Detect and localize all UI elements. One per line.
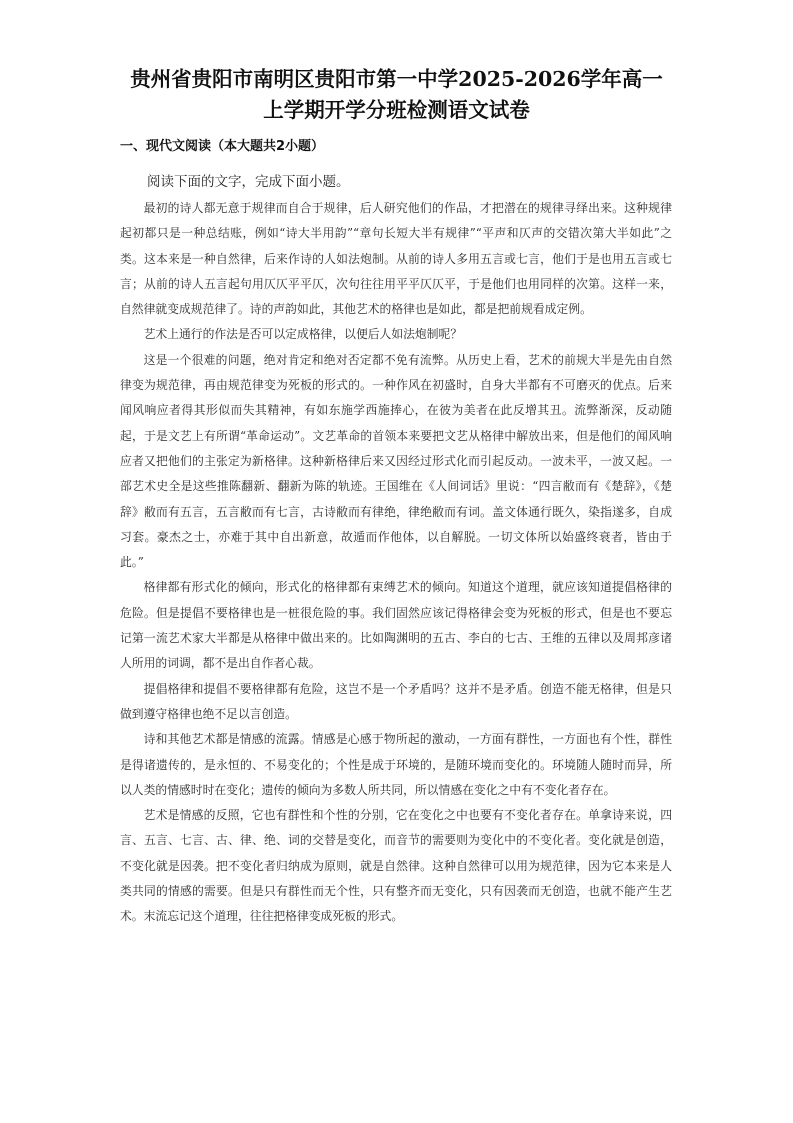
- passage-paragraph: 艺术上通行的作法是否可以定成格律，以便后人如法炮制呢？: [143, 327, 463, 342]
- title-line-2: 上学期开学分班检测语文试卷: [263, 98, 530, 122]
- passage-paragraph: 提倡格律和提倡不要格律都有危险，这岂不是一个矛盾吗？这并不是矛盾。创造不能无格律，但是只做到遵守格律也绝不足以言创造。: [120, 681, 672, 721]
- passage-paragraph: 艺术是情感的反照，它也有群性和个性的分别，它在变化之中也要有不变化者存在。单拿诗来说，四言、五言、七言、古、律、绝、词的交替是变化，而音节的需要则为变化中的不变化者。变化就是创造，不变化就是因袭。把不变化者归纳成为原则，就是自然律。这种自然律可以用为规范律，因为它本来是人类共同的情感的需要。但是只有群性而无个性，只有整齐而无变化，只有因袭而无创造，也就不能产生艺术。末流忘记这个道理，往往把格律变成死板的形式。: [120, 808, 672, 924]
- passage-paragraph: 最初的诗人都无意于规律而自合于规律，后人研究他们的作品，才把潜在的规律寻绎出来。这种规律起初都只是一种总结账，例如“诗大半用韵”“章句长短大半有规律”“平声和仄声的交错次第大半如此”之类。这本来是一种自然律，后来作诗的人如法炮制。从前的诗人多用五言或七言，他们于是也用五言或七言；从前的诗人五言起句用仄仄平平仄，次句往往用平平仄仄平，于是他们也用同样的次第。这样一来，自然律就变成规范律了。诗的声韵如此，其他艺术的格律也是如此，都是把前规看成定例。: [120, 201, 672, 317]
- reading-passage: [120, 196, 672, 930]
- section-heading: 一、现代文阅读（本大题共2小题）: [120, 139, 325, 154]
- document-title: [100, 64, 693, 126]
- title-line-1: 贵州省贵阳市南明区贵阳市第一中学2025-2026学年高一: [130, 67, 663, 91]
- reading-instruction: 阅读下面的文字，完成下面小题。: [147, 174, 350, 190]
- passage-paragraph: 诗和其他艺术都是情感的流露。情感是心感于物所起的激动，一方面有群性，一方面也有个性，群性是得诸遗传的，是永恒的、不易变化的；个性是成于环境的，是随环境而变化的。环境随人随时而异，所以人类的情感时时在变化；遗传的倾向为多数人所共同，所以情感在变化之中有不变化者存在。: [120, 732, 672, 797]
- passage-paragraph: 这是一个很难的问题，绝对肯定和绝对否定都不免有流弊。从历史上看，艺术的前规大半是先由自然律变为规范律，再由规范律变为死板的形式的。一种作风在初盛时，自身大半都有不可磨灭的优点。后来闻风响应者得其形似而失其精神，有如东施学西施捧心，在彼为美者在此反增其丑。流弊渐深，反动随起，于是文艺上有所谓“革命运动”。文艺革命的首领本来要把文艺从格律中解放出来，但是他们的闻风响应者又把他们的主张定为新格律。这种新格律后来又因经过形式化而引起反动。一波未平，一波又起。一部艺术史全是这些推陈翻新、翻新为陈的轨迹。王国维在《人间词话》里说：“四言敝而有《楚辞》，《楚辞》敝而有五言，五言敝而有七言，古诗敝而有律绝，律绝敝而有词。盖文体通行既久，染指遂多，自成习套。豪杰之士，亦难于其中自出新意，故遁而作他体，以自解脱。一切文体所以始盛终衰者，皆由于此。”: [120, 352, 672, 570]
- passage-paragraph: 格律都有形式化的倾向，形式化的格律都有束缚艺术的倾向。知道这个道理，就应该知道提倡格律的危险。但是提倡不要格律也是一桩很危险的事。我们固然应该记得格律会变为死板的形式，但是也不要忘记第一流艺术家大半都是从格律中做出来的。比如陶渊明的五古、李白的七古、王维的五律以及周邦彦诸人所用的词调，都不是出自作者心裁。: [120, 580, 672, 671]
